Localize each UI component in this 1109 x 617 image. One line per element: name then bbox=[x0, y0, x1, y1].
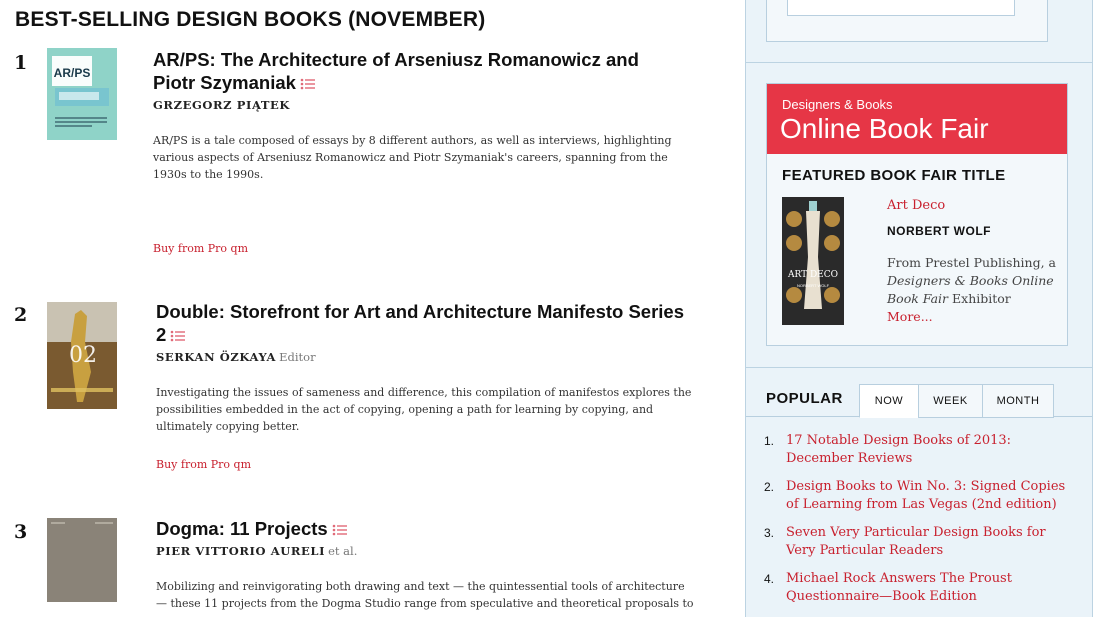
book-author[interactable] bbox=[153, 98, 673, 112]
popular-item-number: 1. bbox=[764, 434, 775, 448]
book-cover-image bbox=[47, 48, 117, 140]
book-description: Mobilizing and reinvigorating both drawing and text — the quintessential tools of architecture — these 11 projects from the Dogma Studio range from speculative and theoretical proposals to bbox=[156, 580, 694, 610]
featured-book-author[interactable]: NORBERT WOLF bbox=[887, 224, 991, 238]
book-fair-kicker: Designers & Books bbox=[782, 97, 893, 112]
popular-item-number: 4. bbox=[764, 572, 775, 586]
exhibitor-text: Exhibitor bbox=[952, 291, 1011, 306]
buy-link[interactable]: Buy from Pro qm bbox=[153, 242, 249, 255]
book-fair-name: Designers & Books Online Book Fair bbox=[887, 273, 1054, 306]
featured-book-publisher bbox=[887, 254, 1062, 326]
popular-heading: POPULAR bbox=[766, 390, 843, 407]
popular-item bbox=[764, 524, 1074, 560]
publisher-text: From Prestel Publishing, a bbox=[887, 255, 1056, 270]
book-fair-banner[interactable] bbox=[767, 84, 1067, 154]
tab-week[interactable]: WEEK bbox=[918, 384, 983, 418]
book-title[interactable] bbox=[156, 517, 696, 540]
list-icon[interactable] bbox=[332, 524, 348, 536]
popular-item bbox=[764, 432, 1074, 468]
book-author[interactable] bbox=[156, 350, 696, 364]
sidebar-divider bbox=[746, 62, 1092, 63]
book-author[interactable] bbox=[156, 544, 696, 558]
featured-heading: FEATURED BOOK FAIR TITLE bbox=[782, 167, 1006, 184]
page-title: BEST-SELLING DESIGN BOOKS (NOVEMBER) bbox=[15, 8, 486, 31]
book-title[interactable] bbox=[153, 48, 673, 94]
book-info bbox=[156, 300, 696, 435]
book-cover-image bbox=[47, 302, 117, 409]
popular-item-number: 3. bbox=[764, 526, 775, 540]
popular-tabs bbox=[859, 384, 1053, 417]
book-cover[interactable] bbox=[47, 48, 117, 140]
book-info bbox=[153, 48, 673, 183]
sidebar bbox=[745, 0, 1093, 617]
list-icon[interactable] bbox=[300, 78, 316, 90]
popular-list bbox=[764, 432, 1074, 616]
book-title[interactable] bbox=[156, 300, 696, 346]
author-role: et al. bbox=[328, 544, 358, 558]
book-fair-widget bbox=[766, 83, 1068, 346]
featured-book-title[interactable]: Art Deco bbox=[887, 198, 946, 213]
book-cover[interactable] bbox=[47, 302, 117, 409]
featured-cover-image bbox=[782, 197, 844, 325]
book-title-text[interactable]: Dogma: 11 Projects bbox=[156, 518, 328, 539]
featured-cover-title: ART DECO bbox=[787, 270, 839, 280]
tab-now[interactable]: NOW bbox=[859, 384, 919, 418]
featured-book-cover[interactable] bbox=[782, 197, 844, 325]
tab-month[interactable]: MONTH bbox=[982, 384, 1054, 418]
popular-item-number: 2. bbox=[764, 480, 775, 494]
more-link[interactable]: More... bbox=[887, 309, 933, 324]
book-title-text[interactable]: AR/PS: The Architecture of Arseniusz Romanowicz and Piotr Szymaniak bbox=[153, 49, 639, 93]
author-name[interactable]: PIER VITTORIO AURELI bbox=[156, 544, 326, 558]
popular-item-link[interactable]: 17 Notable Design Books of 2013: December Reviews bbox=[786, 433, 1012, 466]
cover-title-text: 02 bbox=[69, 343, 97, 368]
featured-cover-author: NORBERT WOLF bbox=[796, 283, 830, 288]
list-icon[interactable] bbox=[170, 330, 186, 342]
book-title-text[interactable]: Double: Storefront for Art and Architecture Manifesto Series 2 bbox=[156, 301, 684, 345]
popular-item bbox=[764, 478, 1074, 514]
author-name[interactable]: GRZEGORZ PIĄTEK bbox=[153, 98, 290, 112]
popular-item bbox=[764, 570, 1074, 606]
book-cover-image bbox=[47, 518, 117, 602]
popular-item-link[interactable]: Seven Very Particular Design Books for Very Particular Readers bbox=[786, 525, 1046, 558]
cover-title-text: AR/PS bbox=[53, 66, 91, 80]
popular-item-link[interactable]: Design Books to Win No. 3: Signed Copies of Learning from Las Vegas (2nd edition) bbox=[786, 479, 1066, 512]
book-description: Investigating the issues of sameness and difference, this compilation of manifestos explores the possibilities embedded in the act of copying, opening a path for learning by copying, and ultimately copying better. bbox=[156, 386, 692, 433]
book-rank: 3 bbox=[14, 521, 28, 543]
sidebar-top-box bbox=[766, 0, 1048, 42]
book-rank: 2 bbox=[14, 304, 28, 326]
popular-item-link[interactable]: Michael Rock Answers The Proust Questionnaire—Book Edition bbox=[786, 571, 1012, 604]
buy-link[interactable]: Buy from Pro qm bbox=[156, 458, 252, 471]
sidebar-top-inner-box bbox=[787, 0, 1015, 16]
book-info bbox=[156, 517, 696, 612]
book-description: AR/PS is a tale composed of essays by 8 different authors, as well as interviews, highlighting various aspects of Arseniusz Romanowicz and Piotr Szymaniak's careers, spanning from the 1930s to the 1990s. bbox=[153, 134, 672, 181]
author-name[interactable]: SERKAN ÖZKAYA bbox=[156, 350, 277, 364]
book-fair-title: Online Book Fair bbox=[780, 113, 989, 144]
author-role: Editor bbox=[279, 350, 316, 364]
sidebar-divider bbox=[746, 367, 1092, 368]
book-rank: 1 bbox=[14, 52, 28, 74]
book-cover[interactable] bbox=[47, 518, 117, 602]
